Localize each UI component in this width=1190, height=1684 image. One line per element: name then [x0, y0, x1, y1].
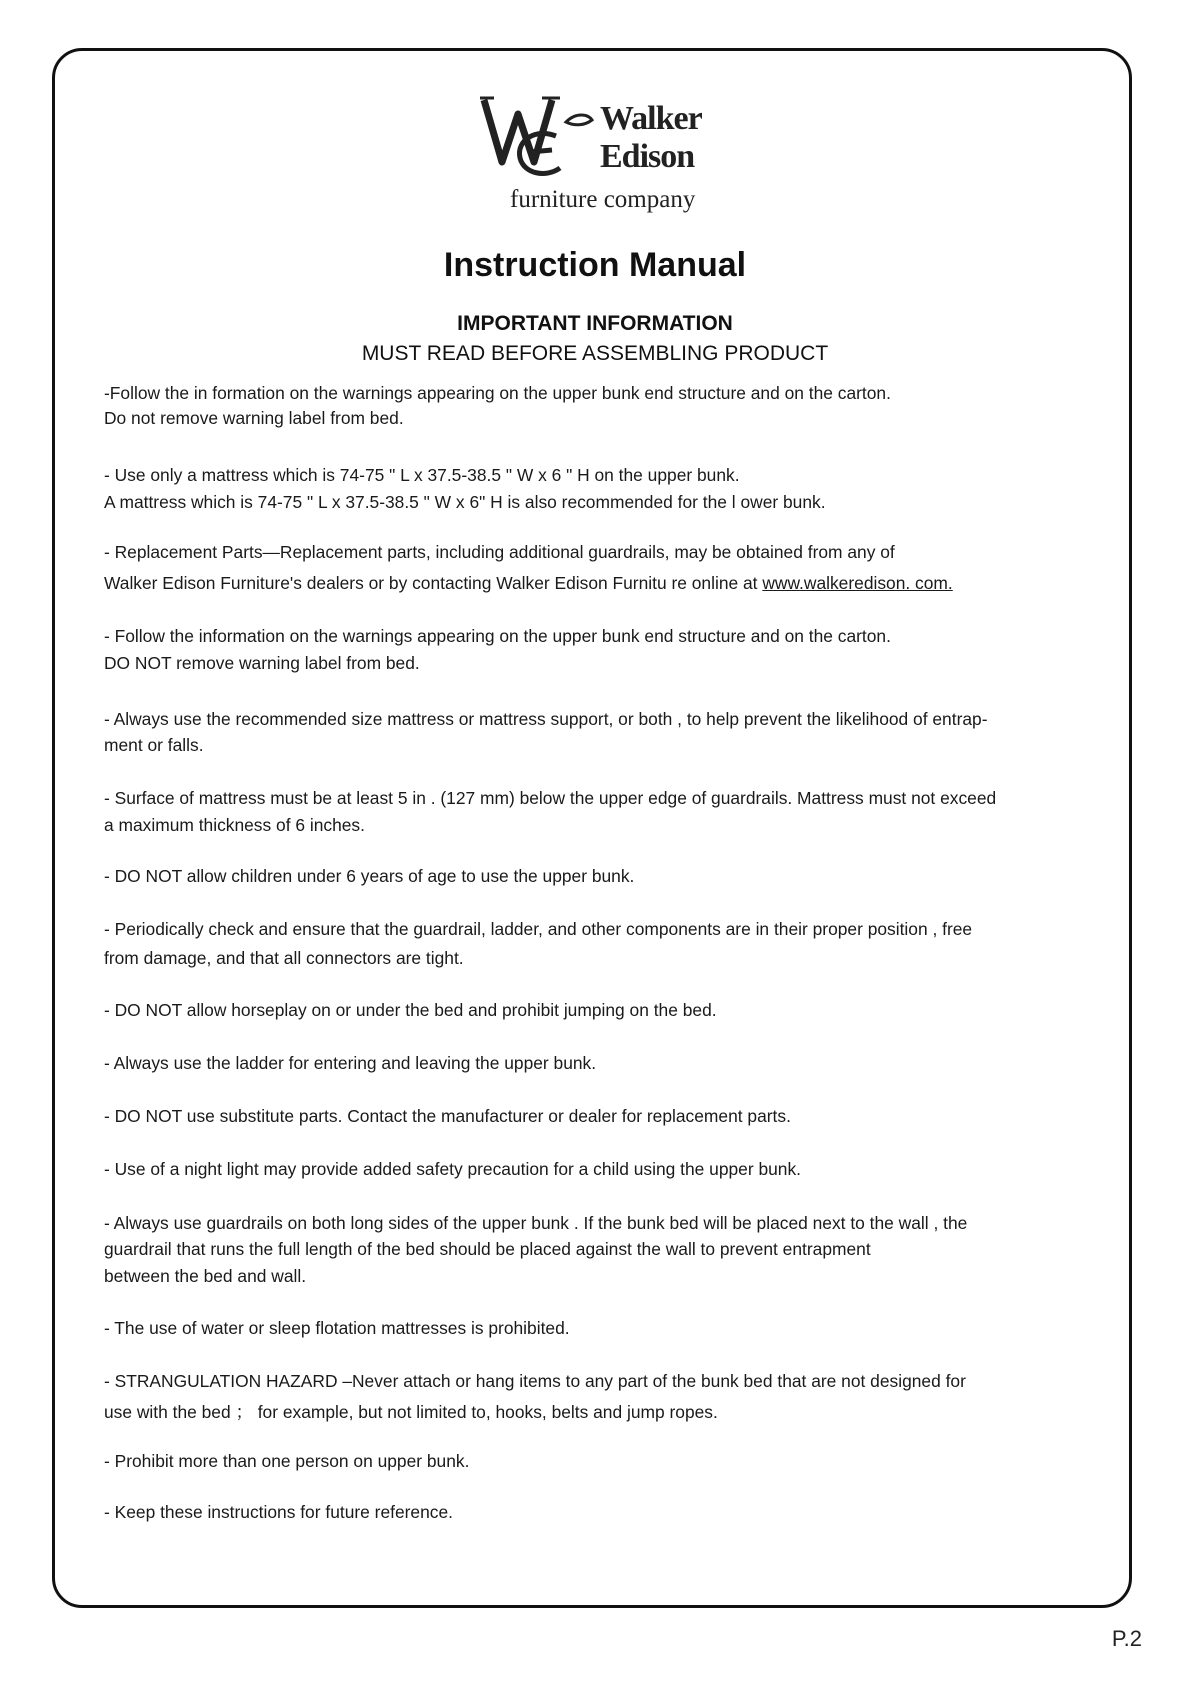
item-15-line-2: use with the bed ； for example, but not limited to, hooks, belts and jump ropes. — [104, 1402, 718, 1422]
must-read-subheading: MUST READ BEFORE ASSEMBLING PRODUCT — [361, 342, 829, 365]
item-7-line-1: - DO NOT allow children under 6 years of age to use the upper bunk. — [104, 866, 635, 886]
important-information-heading: IMPORTANT INFORMATION — [457, 312, 733, 335]
item-6-line-1: - Surface of mattress must be at least 5 in . (127 mm) below the upper edge of guardrails. Mattress must not exceed — [104, 788, 997, 808]
we-monogram-icon — [480, 92, 600, 192]
walkeredison-website-link[interactable]: www.walkeredison. com. — [762, 573, 953, 593]
item-6-line-2: a maximum thickness of 6 inches. — [104, 815, 365, 835]
item-9-line-1: - DO NOT allow horseplay on or under the bed and prohibit jumping on the bed. — [104, 1000, 717, 1020]
brand-name-line1: Walker — [600, 100, 702, 137]
item-2-line-1: - Use only a mattress which is 74-75 " L x 37.5-38.5 " W x 6 " H on the upper bunk. — [104, 465, 740, 485]
item-13-line-2: guardrail that runs the full length of the bed should be placed against the wall to prevent entrapment — [104, 1239, 871, 1259]
item-1-line-2: Do not remove warning label from bed. — [104, 408, 404, 428]
item-11-line-1: - DO NOT use substitute parts. Contact the manufacturer or dealer for replacement parts. — [104, 1106, 791, 1126]
item-14-line-1: - The use of water or sleep flotation mattresses is prohibited. — [104, 1318, 570, 1338]
item-13-line-3: between the bed and wall. — [104, 1266, 307, 1286]
walker-edison-logo — [480, 92, 720, 220]
brand-tagline: furniture company — [510, 186, 696, 213]
page-title: Instruction Manual — [443, 246, 747, 284]
item-15-line-1: - STRANGULATION HAZARD –Never attach or hang items to any part of the bunk bed that are not designed for — [104, 1371, 966, 1391]
item-3-line-2-text: Walker Edison Furniture's dealers or by contacting Walker Edison Furnitu re online at — [104, 573, 763, 593]
item-5-line-2: ment or falls. — [104, 735, 204, 755]
item-16-line-1: - Prohibit more than one person on upper bunk. — [104, 1451, 470, 1471]
item-5-line-1: - Always use the recommended size mattress or mattress support, or both , to help prevent the likelihood of entrap- — [104, 709, 988, 729]
brand-name-line2: Edison — [600, 138, 695, 175]
page-number: P.2 — [1111, 1626, 1142, 1651]
item-13-line-1: - Always use guardrails on both long sides of the upper bunk . If the bunk bed will be placed next to the wall , the — [104, 1213, 968, 1233]
item-8-line-1: - Periodically check and ensure that the guardrail, ladder, and other components are in their proper position , free — [104, 919, 973, 939]
item-17-line-1: - Keep these instructions for future reference. — [104, 1502, 453, 1522]
item-4-line-1: - Follow the information on the warnings appearing on the upper bunk end structure and on the carton. — [104, 626, 891, 646]
item-1-line-1: -Follow the in formation on the warnings appearing on the upper bunk end structure and on the carton. — [104, 383, 891, 403]
item-4-line-2: DO NOT remove warning label from bed. — [104, 653, 420, 673]
item-8-line-2: from damage, and that all connectors are tight. — [104, 948, 464, 968]
item-12-line-1: - Use of a night light may provide added safety precaution for a child using the upper bunk. — [104, 1159, 802, 1179]
item-3-line-1: - Replacement Parts—Replacement parts, including additional guardrails, may be obtained from any of — [104, 542, 895, 562]
item-10-line-1: - Always use the ladder for entering and leaving the upper bunk. — [104, 1053, 597, 1073]
item-2-line-2: A mattress which is 74-75 " L x 37.5-38.5 " W x 6" H is also recommended for the l ower bunk. — [104, 492, 826, 512]
item-3-line-2 — [104, 573, 953, 594]
